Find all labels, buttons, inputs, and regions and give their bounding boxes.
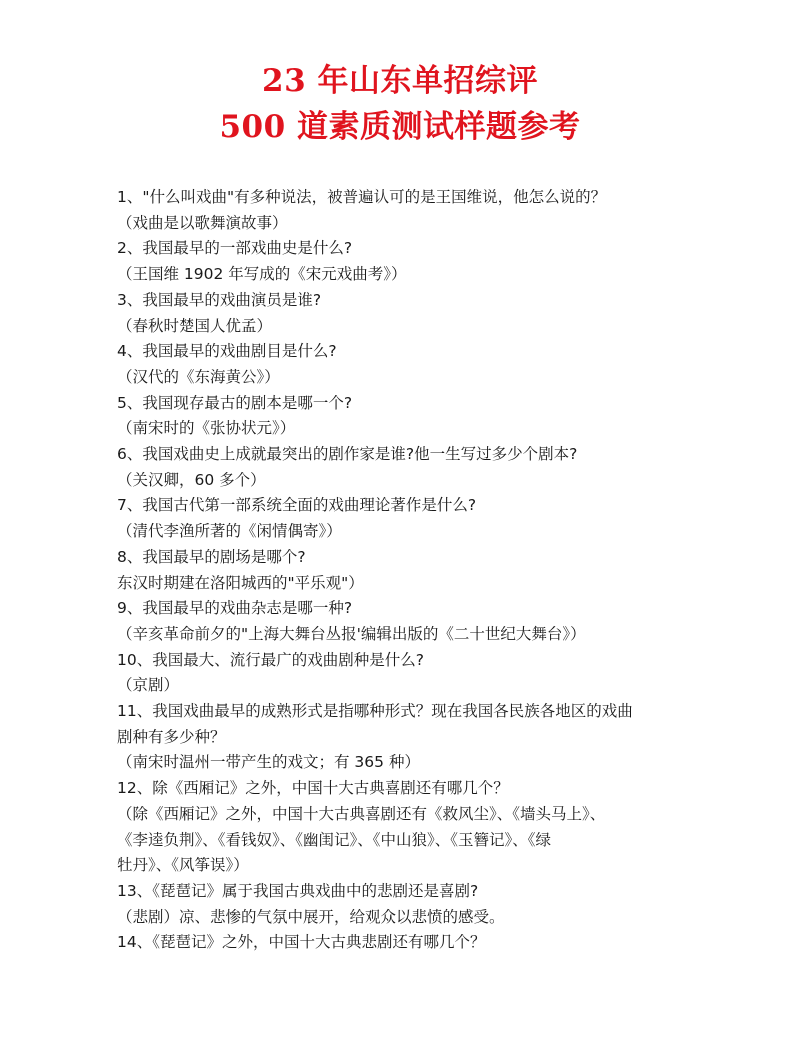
question-list — [117, 185, 717, 956]
text-line: 14、《琵琶记》之外，中国十大古典悲剧还有哪几个？ — [117, 933, 486, 952]
text-line: （关汉卿，60 多个） — [117, 470, 266, 489]
text-line: 牡丹》、《风筝误》） — [117, 856, 249, 875]
text-line: （南宋时的《张协状元》） — [117, 419, 296, 438]
title-block — [0, 58, 800, 150]
text-line: （除《西厢记》之外，中国十大古典喜剧还有《救风尘》、《墙头马上》、 — [117, 804, 606, 823]
text-line: （悲剧）凉、悲惨的气氛中展开，给观众以悲愤的感受。 — [117, 907, 505, 926]
text-line: 13、《琵琶记》属于我国古典戏曲中的悲剧还是喜剧? — [117, 881, 479, 900]
text-line: （清代李渔所著的《闲情偶寄》） — [117, 522, 342, 541]
text-line: 剧种有多少种？ — [117, 727, 226, 746]
text-line: 5、我国现存最古的剧本是哪一个? — [117, 393, 353, 412]
text-line: 7、我国古代第一部系统全面的戏曲理论著作是什么? — [117, 496, 477, 515]
text-line: （戏曲是以歌舞演故事） — [117, 213, 288, 232]
text-line: （京剧） — [117, 676, 180, 695]
title-line-2: 500 道素质测试样题参考 — [219, 109, 581, 145]
text-line: （王国维 1902 年写成的《宋元戏曲考》） — [117, 265, 407, 284]
text-line: 10、我国最大、流行最广的戏曲剧种是什么? — [117, 650, 424, 669]
text-line: 东汉时期建在洛阳城西的"平乐观"） — [117, 573, 364, 592]
text-line: 12、除《西厢记》之外，中国十大古典喜剧还有哪几个？ — [117, 779, 509, 798]
text-line: 《李逵负荆》、《看钱奴》、《幽闺记》、《中山狼》、《玉簪记》、《绿 — [117, 830, 552, 849]
text-line: 9、我国最早的戏曲杂志是哪一种? — [117, 599, 353, 618]
text-line: （春秋时楚国人优孟） — [117, 316, 273, 335]
text-line: （汉代的《东海黄公》） — [117, 367, 280, 386]
text-line: 8、我国最早的剧场是哪个? — [117, 547, 306, 566]
text-line: 11、我国戏曲最早的成熟形式是指哪种形式？现在我国各民族各地区的戏曲 — [117, 702, 633, 721]
text-line: 3、我国最早的戏曲演员是谁? — [117, 290, 322, 309]
text-line: 2、我国最早的一部戏曲史是什么? — [117, 239, 353, 258]
text-line: （南宋时温州一带产生的戏文；有 365 种） — [117, 753, 420, 772]
text-line: 1、"什么叫戏曲"有多种说法，被普遍认可的是王国维说，他怎么说的？ — [117, 188, 607, 206]
title-line-1: 23 年山东单招综评 — [262, 63, 538, 99]
text-line: 4、我国最早的戏曲剧目是什么? — [117, 342, 337, 361]
text-line: 6、我国戏曲史上成就最突出的剧作家是谁?他一生写过多少个剧本? — [117, 445, 578, 464]
text-line: （辛亥革命前夕的"上海大舞台丛报'编辑出版的《二十世纪大舞台》） — [117, 624, 586, 643]
